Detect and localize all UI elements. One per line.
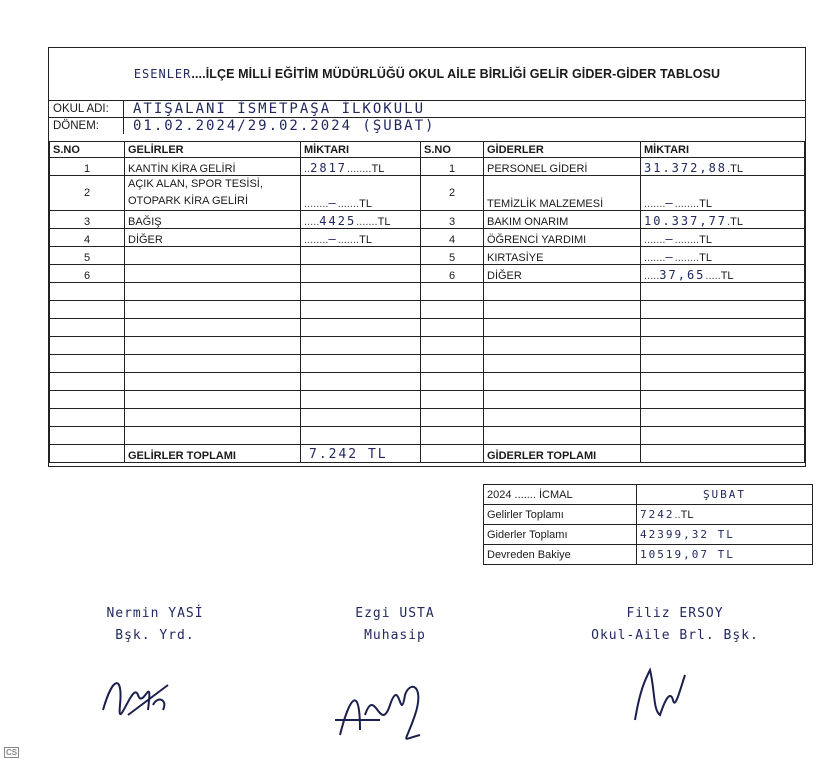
totals-row [50,445,805,463]
expense-total-value [641,445,805,463]
expense-label: BAKIM ONARIM [484,211,641,229]
signer-name: Ezgi USTA [355,606,435,621]
summary-row [484,505,813,525]
empty-row [50,427,805,445]
expense-label: DİĞER [484,265,641,283]
summary-row [484,485,813,505]
empty-row [50,337,805,355]
expense-amount: .......—........TL [641,229,805,247]
school-name: ATIŞALANI İSMETPAŞA İLKOKULU [133,101,426,117]
table-row [50,158,805,176]
empty-row [50,301,805,319]
scanner-watermark: CS [6,748,18,757]
row-no: 6 [421,265,484,283]
school-row [49,100,805,117]
summary-expense-label: Giderler Toplamı [484,525,637,545]
expense-label: PERSONEL GİDERİ [484,158,641,176]
expense-label: TEMİZLİK MALZEMESİ [484,176,641,211]
header-miktari-right: MİKTARI [641,142,805,158]
empty-row [50,319,805,337]
income-expense-form [48,47,806,467]
header-gelirler: GELİRLER [125,142,301,158]
income-total-label: GELİRLER TOPLAMI [125,445,301,463]
income-amount: .....4425.......TL [301,211,421,229]
table-row [50,229,805,247]
school-label: OKUL ADI: [53,103,109,115]
header-sno-right: S.NO [421,142,484,158]
income-amount [301,265,421,283]
row-no: 2 [50,176,125,211]
signer-role: Muhasip [364,628,426,643]
income-total-value: 7.242 TL [301,445,421,463]
signature-block-president [585,603,765,647]
summary-balance-label: Devreden Bakiye [484,545,637,565]
empty-row [50,283,805,301]
summary-balance-value: 10519,07 TL [637,545,813,565]
income-expense-table [49,141,805,463]
district-name: ESENLER [133,67,192,81]
income-label: KANTİN KİRA GELİRİ [125,158,301,176]
income-label: DİĞER [125,229,301,247]
title-dots: .... [191,67,206,81]
handwritten-signature [98,665,178,725]
income-amount: ..2817........TL [301,158,421,176]
row-no: 5 [50,247,125,265]
income-amount [301,247,421,265]
income-label: BAĞIŞ [125,211,301,229]
handwritten-signature [330,675,440,750]
expense-amount: .....37,65.....TL [641,265,805,283]
summary-row [484,545,813,565]
table-header-row [50,142,805,158]
empty-row [50,409,805,427]
table-row [50,211,805,229]
form-title [49,48,805,100]
income-label: AÇIK ALAN, SPOR TESİSİ, OTOPARK KİRA GELİRİ [125,176,301,211]
summary-year-label: 2024 ....... İCMAL [484,485,637,505]
income-label [125,247,301,265]
signature-block-vice-president [85,603,225,647]
summary-row [484,525,813,545]
expense-amount: .......—........TL [641,176,805,211]
summary-expense-value: 42399,32 TL [637,525,813,545]
period-label: DÖNEM: [53,120,99,132]
row-no: 3 [50,211,125,229]
table-row [50,247,805,265]
empty-row [50,373,805,391]
summary-income-label: Gelirler Toplamı [484,505,637,525]
income-label [125,265,301,283]
expense-label: KIRTASİYE [484,247,641,265]
signer-name: Nermin YASİ [106,606,204,621]
header-giderler: GİDERLER [484,142,641,158]
empty-row [50,355,805,373]
summary-table [483,484,813,565]
expense-amount: .......—........TL [641,247,805,265]
income-amount: ........—.......TL [301,176,421,211]
summary-income-value: 7242..TL [637,505,813,525]
expense-label: ÖĞRENCİ YARDIMI [484,229,641,247]
expense-total-label: GİDERLER TOPLAMI [484,445,641,463]
period-row [49,117,805,134]
signer-role: Bşk. Yrd. [115,628,195,643]
row-no: 2 [421,176,484,211]
table-row [50,176,805,211]
header-sno-left: S.NO [50,142,125,158]
handwritten-signature [625,660,705,730]
expense-amount: 10.337,77.TL [641,211,805,229]
signature-block-accountant [325,603,465,647]
row-no: 4 [421,229,484,247]
summary-month: ŞUBAT [637,485,813,505]
header-miktari-left: MİKTARI [301,142,421,158]
signer-name: Filiz ERSOY [626,606,724,621]
expense-amount: 31.372,88.TL [641,158,805,176]
row-no: 1 [50,158,125,176]
row-no: 3 [421,211,484,229]
signer-role: Okul-Aile Brl. Bşk. [591,628,759,643]
row-no: 6 [50,265,125,283]
row-no: 4 [50,229,125,247]
title-text: İLÇE MİLLİ EĞİTİM MÜDÜRLÜĞÜ OKUL AİLE BİRLİĞİ GELİR GİDER-GİDER TABLOSU [205,67,721,81]
income-amount: ........—.......TL [301,229,421,247]
period-value: 01.02.2024/29.02.2024 (ŞUBAT) [133,118,436,134]
empty-row [50,391,805,409]
row-no: 1 [421,158,484,176]
table-row [50,265,805,283]
row-no: 5 [421,247,484,265]
